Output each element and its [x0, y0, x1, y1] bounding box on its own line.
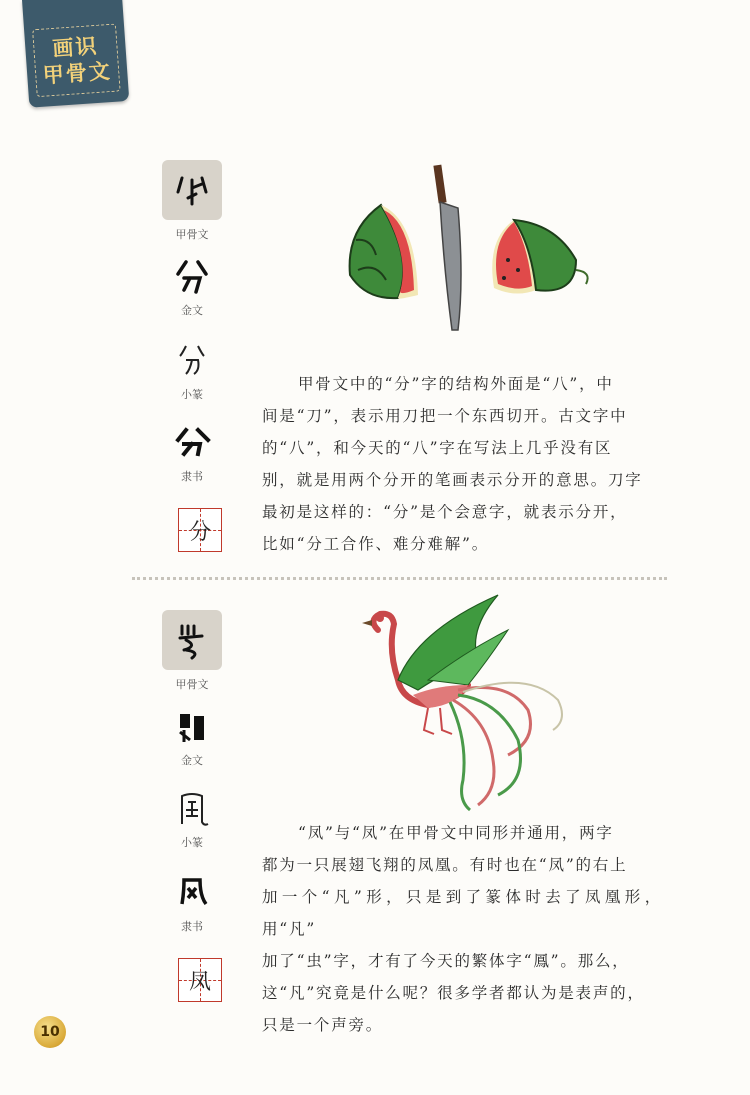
tianzige-box — [178, 508, 222, 552]
form-clerical — [160, 422, 224, 484]
form-bronze — [160, 256, 224, 318]
form-label: 金文 — [181, 754, 203, 767]
title-badge — [22, 0, 129, 108]
badge-line-2: 甲骨文 — [41, 57, 113, 88]
form-label: 小篆 — [181, 836, 203, 849]
oracle-feng-glyph — [172, 620, 212, 660]
page-number-badge: 10 — [34, 1016, 66, 1048]
clerical-fen-glyph — [172, 422, 212, 462]
tianzige-box — [178, 958, 222, 1002]
text-line: 加一个“凡”形，只是到了篆体时去了凤凰形，用“凡” — [262, 888, 662, 938]
watermelon-half-left — [350, 205, 418, 299]
form-seal — [160, 788, 224, 850]
form-seal — [160, 340, 224, 402]
text-line: 只是一个声旁。 — [262, 1016, 384, 1034]
oracle-glyph — [162, 160, 222, 220]
form-label: 隶书 — [181, 920, 203, 933]
form-label: 隶书 — [181, 470, 203, 483]
phoenix-illustration — [358, 590, 578, 815]
form-label: 甲骨文 — [175, 228, 209, 241]
form-label: 甲骨文 — [175, 678, 209, 691]
modern-character: 分 — [188, 519, 211, 545]
text-line: 都为一只展翅飞翔的凤凰。有时也在“凤”的右上 — [262, 856, 628, 874]
text-line: 间是“刀”，表示用刀把一个东西切开。古文字中 — [262, 407, 628, 425]
section2-paragraph — [262, 817, 662, 1041]
bronze-fen-glyph — [172, 256, 212, 296]
form-bronze — [160, 706, 224, 768]
seal-fen-glyph — [172, 340, 212, 380]
text-line: 的“八”，和今天的“八”字在写法上几乎没有区 — [262, 439, 613, 457]
text-line: 比如“分工合作、难分难解”。 — [262, 535, 490, 553]
text-line: 加了“虫”字，才有了今天的繁体字“鳳”。那么， — [262, 952, 630, 970]
form-modern — [168, 508, 232, 552]
form-oracle — [160, 160, 224, 242]
oracle-fen-glyph — [172, 170, 212, 210]
text-line: 这“凡”究竟是什么呢？很多学者都认为是表声的， — [262, 984, 645, 1002]
text-line: 甲骨文中的“分”字的结构外面是“八”，中 — [298, 375, 614, 393]
form-label: 小篆 — [181, 388, 203, 401]
bronze-feng-glyph — [172, 706, 212, 746]
modern-character: 凤 — [188, 969, 211, 995]
text-line: “凤”与“凤”在甲骨文中同形并通用，两字 — [298, 824, 614, 842]
text-line: 最初是这样的：“分”是个会意字，就表示分开， — [262, 503, 628, 521]
watermelon-knife-illustration — [336, 160, 596, 340]
form-oracle — [160, 610, 224, 692]
text-line: 别，就是用两个分开的笔画表示分开的意思。刀字 — [262, 471, 643, 489]
form-clerical — [160, 872, 224, 934]
watermelon-half-right — [492, 220, 587, 294]
section1-paragraph — [262, 368, 662, 560]
form-label: 金文 — [181, 304, 203, 317]
seal-feng-glyph — [172, 788, 212, 828]
clerical-feng-glyph — [172, 872, 212, 912]
form-modern — [168, 958, 232, 1002]
oracle-glyph — [162, 610, 222, 670]
knife — [433, 165, 461, 330]
section-fen — [0, 140, 750, 570]
badge-line-1: 画识 — [51, 32, 100, 61]
section-divider — [132, 577, 667, 580]
